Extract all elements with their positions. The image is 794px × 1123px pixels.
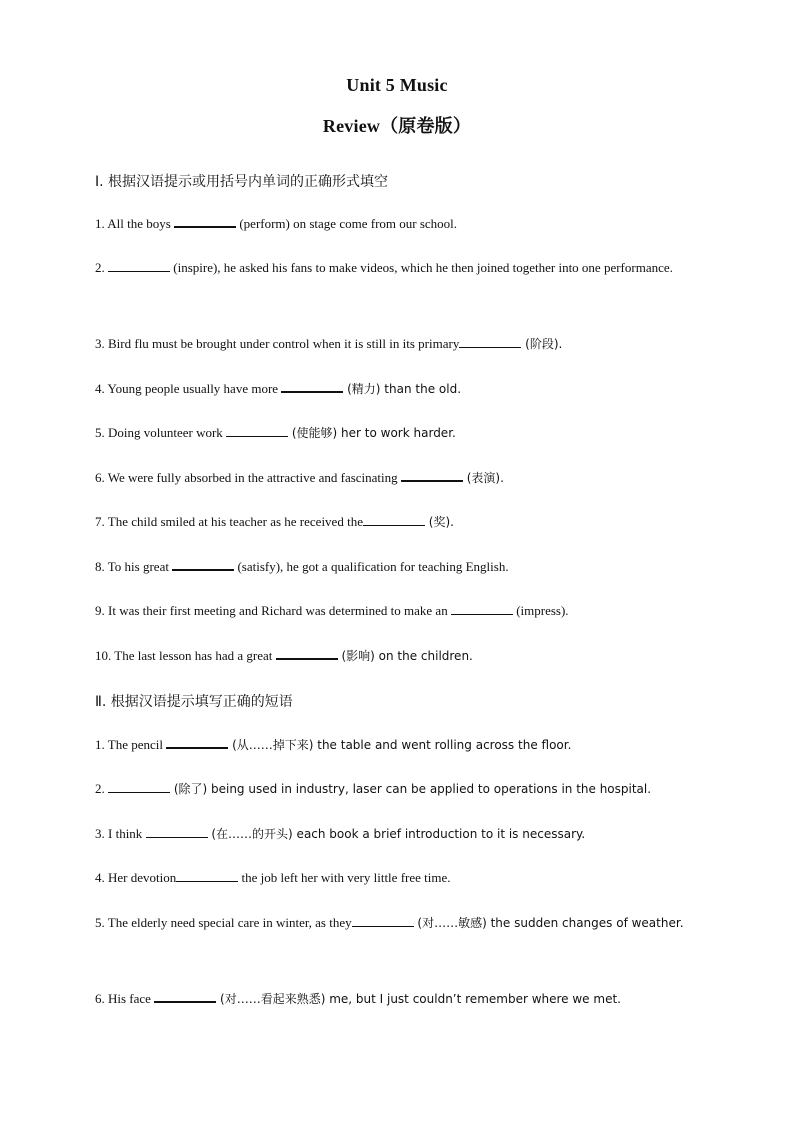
- question-text: (阶段).: [521, 337, 563, 351]
- s1-question-8: [95, 551, 699, 582]
- s1-question-2: [95, 252, 699, 283]
- s1-question-3: [95, 328, 699, 360]
- s2-question-6: [95, 983, 699, 1015]
- s2-question-3: [95, 818, 699, 850]
- s1-question-9: [95, 595, 699, 626]
- answer-blank[interactable]: [281, 380, 343, 393]
- question-text: (影响) on the children.: [337, 649, 473, 663]
- answer-blank[interactable]: [166, 736, 228, 749]
- answer-blank[interactable]: [401, 469, 463, 482]
- s1-question-1: [95, 208, 699, 239]
- question-text: (perform) on stage come from our school.: [236, 216, 458, 231]
- answer-blank[interactable]: [459, 336, 521, 348]
- question-text: (impress).: [512, 603, 569, 618]
- question-text: (奖).: [424, 515, 454, 529]
- question-text: 6. We were fully absorbed in the attractive and fascinating: [95, 470, 401, 485]
- answer-blank[interactable]: [176, 870, 238, 882]
- s1-question-7: [95, 506, 699, 538]
- question-text: 10. The last lesson has had a great: [95, 648, 276, 663]
- question-text: (对……看起来熟悉) me, but I just couldn’t remember where we met.: [216, 992, 621, 1006]
- answer-blank[interactable]: [108, 781, 170, 793]
- answer-blank[interactable]: [108, 260, 170, 272]
- question-text: (对……敏感) the sudden changes of weather.: [413, 916, 684, 930]
- question-text: (除了) being used in industry, laser can be applied to operations in the hospital.: [170, 782, 652, 796]
- answer-blank[interactable]: [226, 425, 288, 437]
- section-1-heading: Ⅰ. 根据汉语提示或用括号内单词的正确形式填空: [95, 174, 389, 190]
- question-text: (在……的开头) each book a brief introduction to it is necessary.: [207, 827, 586, 841]
- page-title: Unit 5 Music: [346, 75, 448, 95]
- page-subtitle: Review（原卷版）: [322, 116, 472, 136]
- s1-question-4: [95, 373, 699, 405]
- answer-blank[interactable]: [276, 647, 338, 660]
- answer-blank[interactable]: [172, 558, 234, 571]
- s2-question-2: [95, 773, 699, 805]
- question-text: 9. It was their first meeting and Richard was determined to make an: [95, 603, 451, 618]
- s2-question-4: [95, 862, 699, 893]
- question-text: 6. His face: [95, 991, 155, 1006]
- s1-question-5: [95, 417, 699, 449]
- s2-question-5: [95, 907, 699, 939]
- question-text: 1. All the boys: [95, 216, 175, 231]
- answer-blank[interactable]: [451, 603, 513, 615]
- question-text: (inspire), he asked his fans to make videos, which he then joined together into one performance.: [170, 260, 673, 275]
- question-text: (使能够) her to work harder.: [288, 426, 456, 440]
- question-text: (表演).: [462, 471, 504, 485]
- answer-blank[interactable]: [363, 514, 425, 526]
- answer-blank[interactable]: [146, 826, 208, 838]
- question-text: 5. The elderly need special care in winter, as they: [95, 915, 352, 930]
- answer-blank[interactable]: [174, 215, 236, 228]
- question-text: 4. Young people usually have more: [95, 381, 282, 396]
- question-text: the job left her with very little free time.: [238, 870, 451, 885]
- answer-blank[interactable]: [154, 990, 216, 1003]
- question-text: 5. Doing volunteer work: [95, 425, 227, 440]
- question-text: 4. Her devotion: [95, 870, 177, 885]
- s2-question-1: [95, 729, 699, 761]
- answer-blank[interactable]: [352, 915, 414, 927]
- question-text: 1. The pencil: [95, 737, 167, 752]
- s1-question-6: [95, 462, 699, 494]
- question-text: 3. I think: [95, 826, 146, 841]
- question-text: (精力) than the old.: [343, 382, 462, 396]
- question-text: (satisfy), he got a qualification for teaching English.: [234, 559, 509, 574]
- question-text: 7. The child smiled at his teacher as he received the: [95, 514, 363, 529]
- question-text: 8. To his great: [95, 559, 173, 574]
- s1-question-10: [95, 640, 699, 672]
- question-text: 2.: [95, 781, 108, 796]
- question-text: 2.: [95, 260, 108, 275]
- section-2-heading: Ⅱ. 根据汉语提示填写正确的短语: [95, 694, 293, 710]
- question-text: (从……掉下来) the table and went rolling across the floor.: [228, 738, 572, 752]
- question-text: 3. Bird flu must be brought under control when it is still in its primary: [95, 336, 460, 351]
